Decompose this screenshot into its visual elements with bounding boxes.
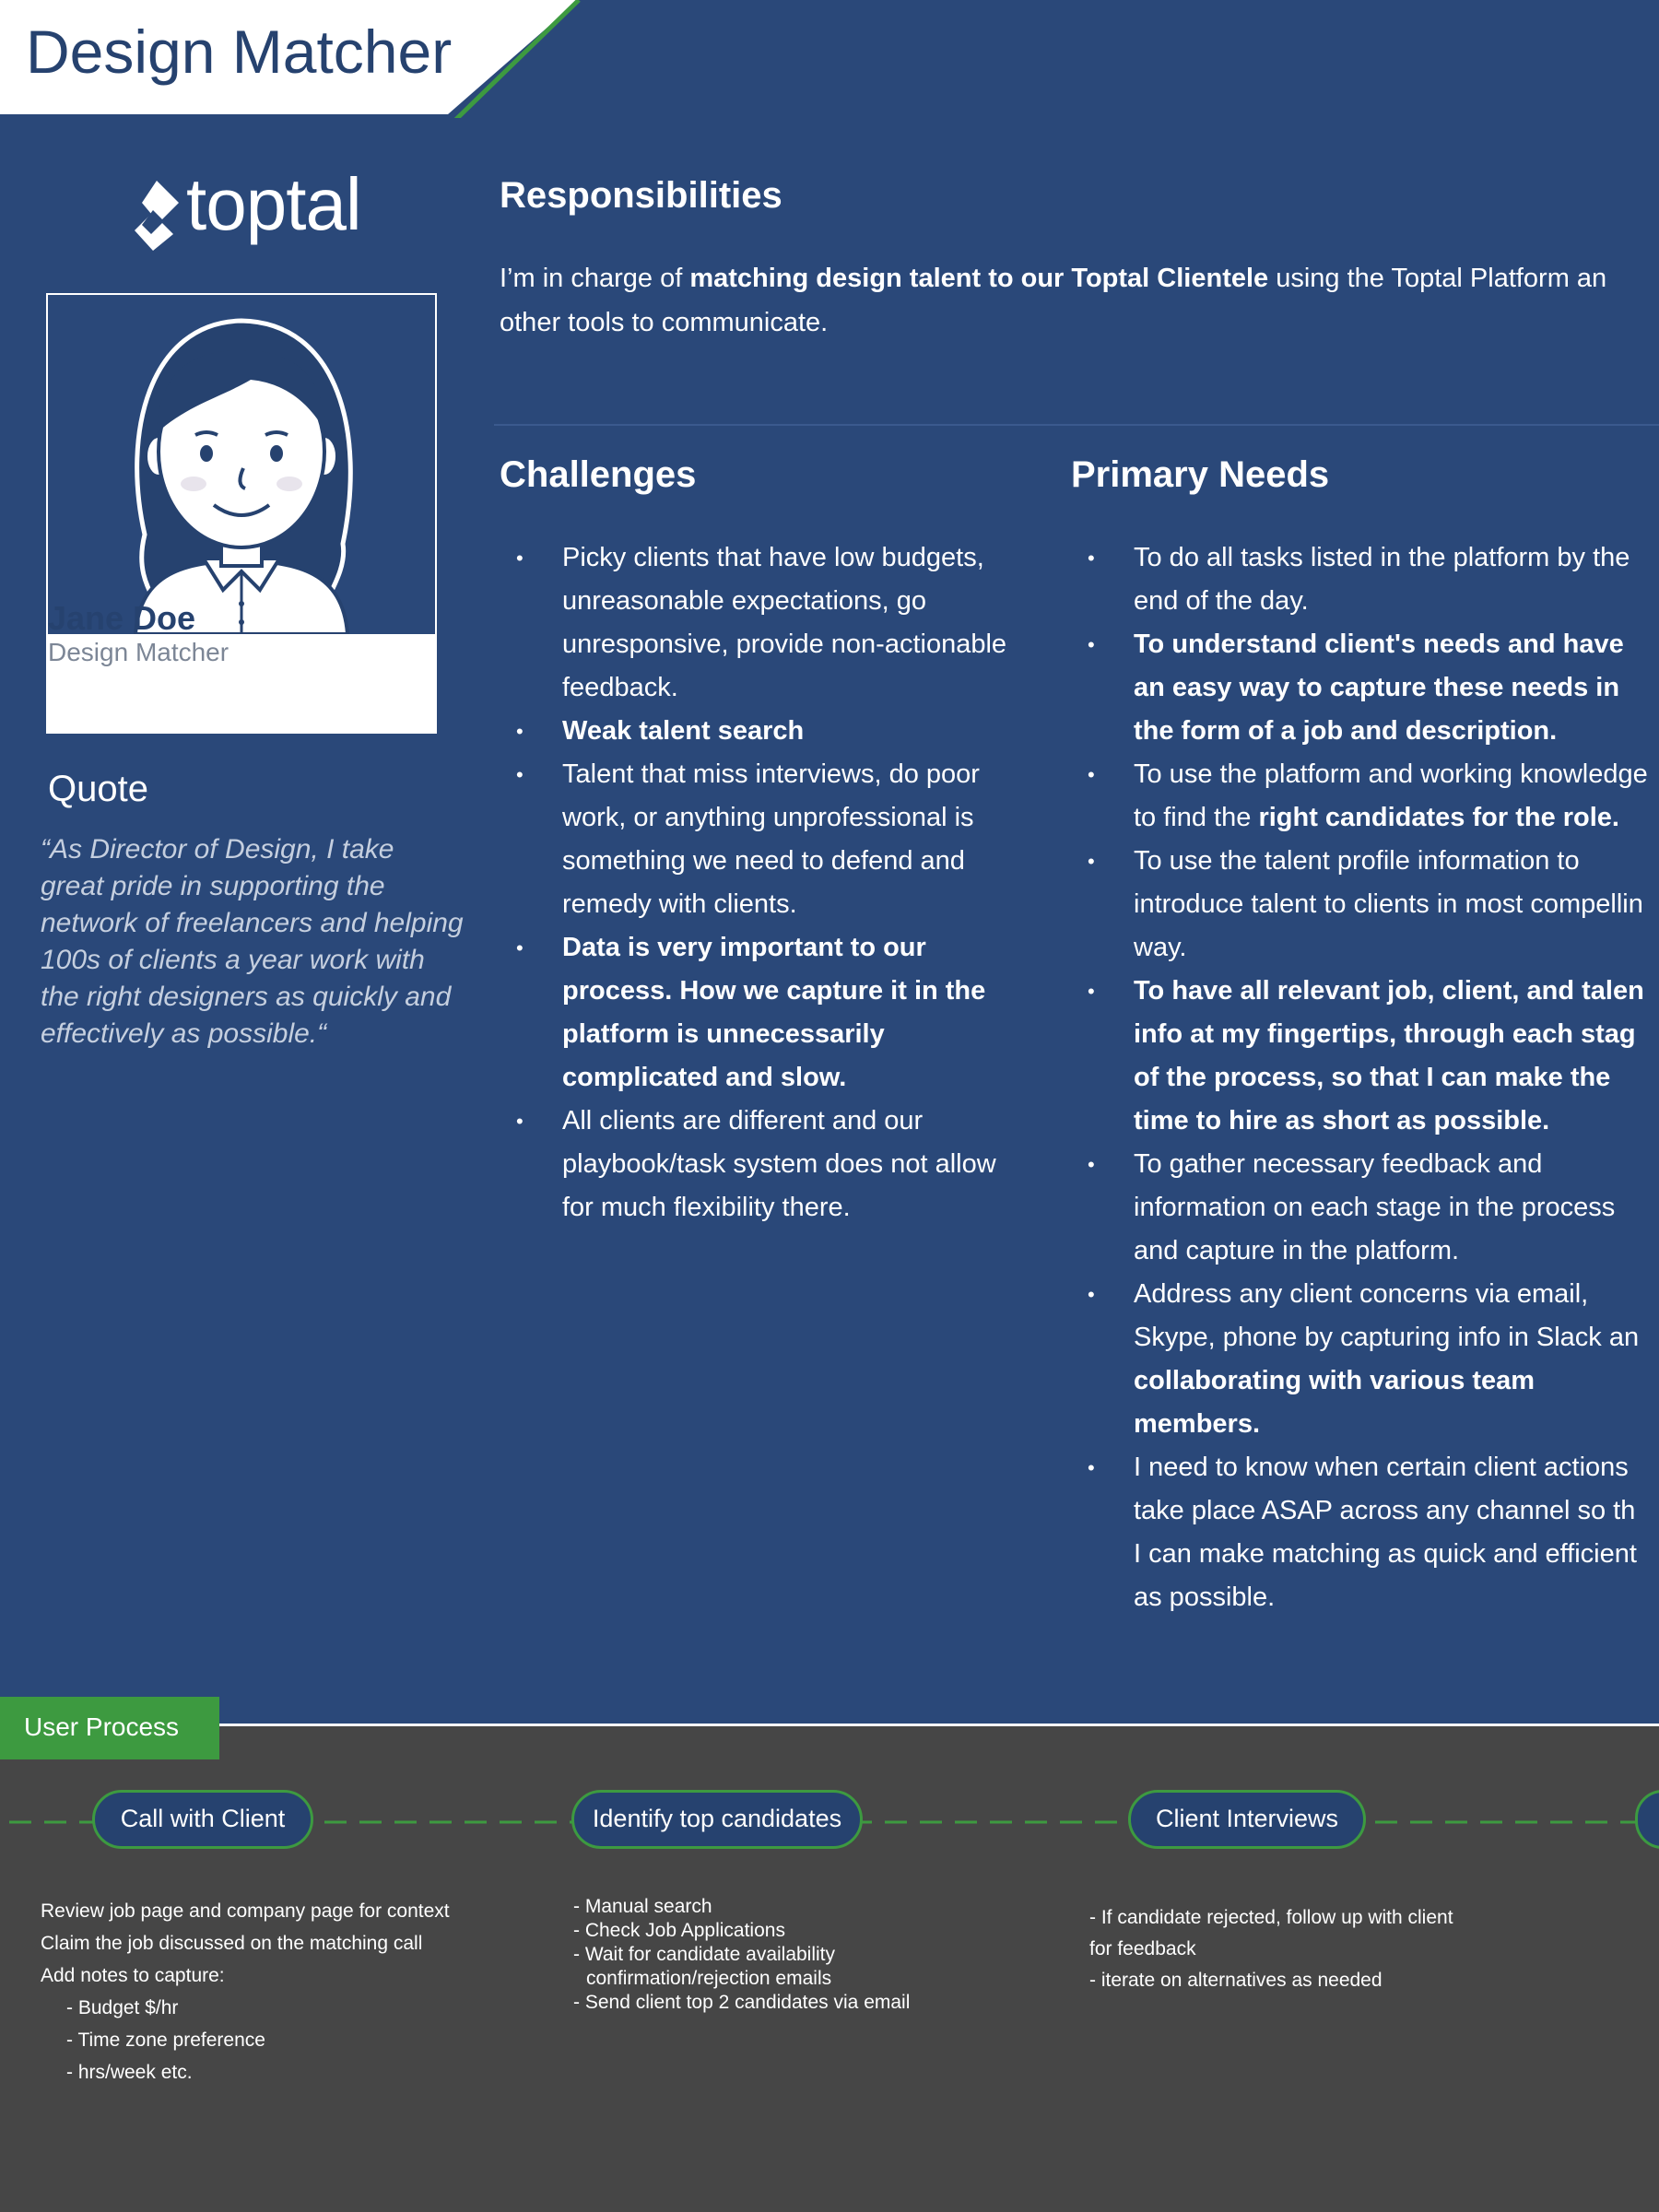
bullet-line: [1134, 1533, 1659, 1576]
text-run: To use the platform and working knowledge: [1134, 759, 1648, 789]
bullet-line: [1134, 1056, 1659, 1100]
bullet-icon: •: [516, 547, 524, 570]
bold-text: info at my fingertips, through each stag: [1134, 1019, 1636, 1049]
text-run: work, or anything unprofessional is: [562, 803, 974, 832]
bullet-icon: •: [1088, 980, 1095, 1003]
bold-text: the form of a job and description.: [1134, 716, 1558, 746]
text-run: for much flexibility there.: [562, 1193, 851, 1222]
text-run: Skype, phone by capturing info in Slack an: [1134, 1323, 1640, 1352]
text-run: unresponsive, provide non-actionable: [562, 629, 1007, 659]
bold-text: an easy way to capture these needs in: [1134, 673, 1620, 702]
bullet-line: [1134, 1273, 1659, 1316]
bold-text: Data is very important to our: [562, 933, 926, 962]
text-run: To use the talent profile information to: [1134, 846, 1580, 876]
avatar: [48, 295, 435, 634]
challenge-item: [516, 710, 1051, 753]
text-run: Picky clients that have low budgets,: [562, 543, 984, 572]
bold-text: process. How we capture it in the: [562, 976, 986, 1006]
bullet-line: [1134, 1316, 1659, 1359]
bold-text: matching design talent to our Toptal Clientele: [689, 264, 1269, 293]
challenge-item: [516, 536, 1051, 710]
bullet-icon: •: [516, 720, 524, 743]
process-step: confirmation/rejection emails: [586, 1968, 832, 1989]
bullet-line: [1134, 1576, 1659, 1619]
primary-need-item: [1088, 1446, 1659, 1619]
primary-need-item: [1088, 840, 1659, 970]
bullet-line: [1134, 1446, 1659, 1489]
title-tab: [0, 0, 590, 118]
bullet-icon: •: [516, 936, 524, 959]
bullet-line: [562, 1186, 1051, 1230]
responsibilities-line: [500, 300, 1659, 345]
primary-need-item: [1088, 753, 1659, 840]
bullet-line: [1134, 1143, 1659, 1186]
text-run: end of the day.: [1134, 586, 1309, 616]
challenge-item: [516, 1100, 1051, 1230]
bullet-line: [562, 580, 1051, 623]
bullet-line: [1134, 666, 1659, 710]
bullet-line: [1134, 623, 1659, 666]
process-step: - Time zone preference: [66, 2030, 265, 2051]
text-run: other tools to communicate.: [500, 308, 829, 337]
bullet-line: [562, 753, 1051, 796]
bullet-line: [1134, 796, 1659, 840]
stage-call-with-client: Call with Client: [92, 1790, 313, 1849]
bold-text: time to hire as short as possible.: [1134, 1106, 1550, 1135]
steps-call-with-client: [41, 1895, 450, 2088]
primary-need-item: [1088, 1143, 1659, 1273]
responsibilities-text: [500, 256, 1659, 345]
text-run: playbook/task system does not allow: [562, 1149, 996, 1179]
primary-needs-heading: Primary Needs: [1071, 454, 1330, 495]
bullet-line: [1134, 883, 1659, 926]
bold-text: of the process, so that I can make the: [1134, 1063, 1611, 1092]
process-step: - Check Job Applications: [573, 1920, 785, 1941]
bullet-line: [562, 1143, 1051, 1186]
text-run: Talent that miss interviews, do poor: [562, 759, 980, 789]
process-step: - Budget $/hr: [66, 1997, 179, 2018]
challenges-list: [516, 536, 1051, 1230]
bullet-line: [1134, 926, 1659, 970]
text-run: information on each stage in the process: [1134, 1193, 1616, 1222]
primary-need-item: [1088, 1273, 1659, 1446]
bullet-icon: •: [1088, 763, 1095, 786]
text-run: feedback.: [562, 673, 678, 702]
process-step: - hrs/week etc.: [66, 2062, 193, 2083]
bullet-icon: •: [1088, 1283, 1095, 1306]
text-run: way.: [1134, 933, 1187, 962]
bullet-icon: •: [1088, 1153, 1095, 1176]
process-step: Add notes to capture:: [41, 1965, 225, 1986]
section-divider: [494, 424, 1659, 426]
bullet-line: [1134, 1403, 1659, 1446]
process-step: - Send client top 2 candidates via email: [573, 1992, 911, 2013]
bullet-line: [562, 536, 1051, 580]
bullet-line: [1134, 1100, 1659, 1143]
challenges-heading: Challenges: [500, 454, 697, 495]
primary-need-item: [1088, 970, 1659, 1143]
bullet-line: [1134, 1013, 1659, 1056]
bullet-line: [1134, 1230, 1659, 1273]
bullet-line: [562, 926, 1051, 970]
toptal-logo-icon: [129, 177, 184, 251]
user-process-rule: [0, 1724, 1659, 1726]
profile-card: [46, 293, 437, 734]
bullet-icon: •: [1088, 633, 1095, 656]
bullet-line: [562, 970, 1051, 1013]
bullet-line: [1134, 753, 1659, 796]
text-run: I’m in charge of: [500, 264, 690, 293]
bold-text: Weak talent search: [562, 716, 805, 746]
text-run: I can make matching as quick and efficient: [1134, 1539, 1637, 1569]
primary-needs-list: [1088, 536, 1659, 1619]
avatar-illustration: [48, 295, 435, 634]
bullet-line: [562, 883, 1051, 926]
bullet-icon: •: [516, 1110, 524, 1133]
quote-heading: Quote: [48, 769, 148, 809]
text-run: To gather necessary feedback and: [1134, 1149, 1543, 1179]
bullet-line: [562, 1100, 1051, 1143]
bullet-icon: •: [1088, 547, 1095, 570]
stage-client-interviews: Client Interviews: [1128, 1790, 1366, 1849]
bullet-icon: •: [1088, 850, 1095, 873]
bullet-line: [1134, 580, 1659, 623]
logo-wordmark: toptal: [186, 163, 361, 245]
bullet-line: [562, 666, 1051, 710]
steps-client-interviews: [1089, 1902, 1453, 1996]
bold-text: To have all relevant job, client, and talen: [1134, 976, 1644, 1006]
primary-need-item: [1088, 536, 1659, 623]
bullet-icon: •: [1088, 1456, 1095, 1479]
process-step: - If candidate rejected, follow up with client: [1089, 1907, 1453, 1928]
page-title: Design Matcher: [26, 18, 453, 86]
text-run: take place ASAP across any channel so th: [1134, 1496, 1636, 1525]
text-run: and capture in the platform.: [1134, 1236, 1460, 1265]
bullet-line: [562, 710, 1051, 753]
text-run: to find the: [1134, 803, 1259, 832]
process-step: Review job page and company page for context: [41, 1900, 450, 1922]
bold-text: To understand client's needs and have: [1134, 629, 1624, 659]
text-run: unreasonable expectations, go: [562, 586, 927, 616]
steps-identify-top-candidates: [573, 1895, 910, 2015]
process-step: - iterate on alternatives as needed: [1089, 1970, 1382, 1991]
user-process-tab: [0, 1697, 219, 1759]
bullet-line: [1134, 970, 1659, 1013]
text-run: I need to know when certain client actions: [1134, 1453, 1629, 1482]
text-run: remedy with clients.: [562, 889, 797, 919]
challenge-item: [516, 926, 1051, 1100]
bold-text: members.: [1134, 1409, 1261, 1439]
bullet-line: [1134, 536, 1659, 580]
text-run: as possible.: [1134, 1583, 1276, 1612]
text-run: To do all tasks listed in the platform by the: [1134, 543, 1630, 572]
text-run: All clients are different and our: [562, 1106, 924, 1135]
quote-text: “As Director of Design, I take great pride in supporting the network of freelancers and helping 100s of clients a year work with the right designers as quickly and effectively as possible.“: [41, 834, 464, 1049]
user-process-label: User Process: [24, 1712, 180, 1741]
bold-text: complicated and slow.: [562, 1063, 847, 1092]
bullet-line: [562, 623, 1051, 666]
responsibilities-line: [500, 256, 1659, 300]
profile-name: Jane Doe: [48, 599, 196, 637]
bullet-line: [562, 1056, 1051, 1100]
bullet-line: [1134, 1489, 1659, 1533]
text-run: using the Toptal Platform an: [1268, 264, 1607, 293]
process-step: - Wait for candidate availability: [573, 1944, 836, 1965]
bullet-line: [1134, 1359, 1659, 1403]
process-step: Claim the job discussed on the matching call: [41, 1933, 423, 1954]
bullet-line: [562, 796, 1051, 840]
bullet-line: [1134, 710, 1659, 753]
profile-role: Design Matcher: [48, 638, 229, 666]
bold-text: platform is unnecessarily: [562, 1019, 885, 1049]
bullet-line: [1134, 1186, 1659, 1230]
stage-identify-top-candidates: Identify top candidates: [571, 1790, 863, 1849]
primary-need-item: [1088, 623, 1659, 753]
bold-text: collaborating with various team: [1134, 1366, 1535, 1395]
toptal-logo: [129, 163, 369, 251]
process-step: for feedback: [1089, 1938, 1196, 1959]
responsibilities-heading: Responsibilities: [500, 175, 782, 216]
bullet-line: [1134, 840, 1659, 883]
bullet-line: [562, 1013, 1051, 1056]
challenge-item: [516, 753, 1051, 926]
text-run: something we need to defend and: [562, 846, 965, 876]
text-run: introduce talent to clients in most compellin: [1134, 889, 1643, 919]
process-step: - Manual search: [573, 1896, 712, 1917]
bullet-icon: •: [516, 763, 524, 786]
text-run: Address any client concerns via email,: [1134, 1279, 1589, 1309]
bullet-line: [562, 840, 1051, 883]
bold-text: right candidates for the role.: [1258, 803, 1619, 832]
